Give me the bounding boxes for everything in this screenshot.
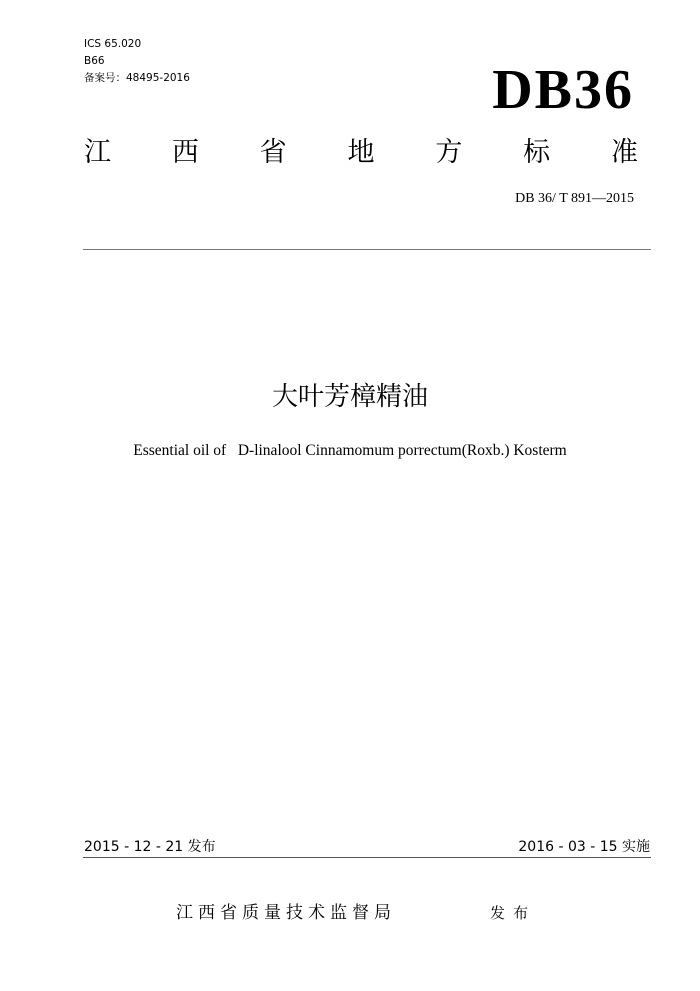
- standard-type-char: 地: [347, 137, 375, 168]
- standard-type-char: 江: [84, 137, 111, 168]
- title-chinese: 大叶芳樟精油: [271, 382, 428, 412]
- effective-date: 2016 - 03 - 15 实施: [518, 839, 650, 855]
- issue-date: 2015 - 12 - 21 发布: [84, 839, 216, 855]
- issue-label: 发布: [490, 904, 537, 922]
- standard-number: DB 36/ T 891—2015: [515, 191, 634, 206]
- standard-type-char: 方: [435, 137, 463, 168]
- issuing-authority: 江西省质量技术监督局: [176, 903, 396, 923]
- ics-code: ICS 65.020: [84, 38, 142, 50]
- title-english: Essential oil of D-linalool Cinnamomum porrectum(Roxb.) Kosterm: [133, 442, 567, 459]
- header-divider: [83, 249, 651, 250]
- standard-type-char: 西: [171, 137, 199, 168]
- standard-type-char: 标: [523, 137, 551, 168]
- footer-divider: [83, 857, 651, 858]
- filing-number: 备案号：48495-2016: [84, 72, 190, 84]
- standard-type-char: 准: [610, 137, 638, 168]
- ccs-code: B66: [84, 55, 105, 67]
- db36-logo: DB36: [492, 59, 634, 121]
- standard-type-heading: [84, 136, 638, 170]
- standard-type-char: 省: [259, 137, 287, 168]
